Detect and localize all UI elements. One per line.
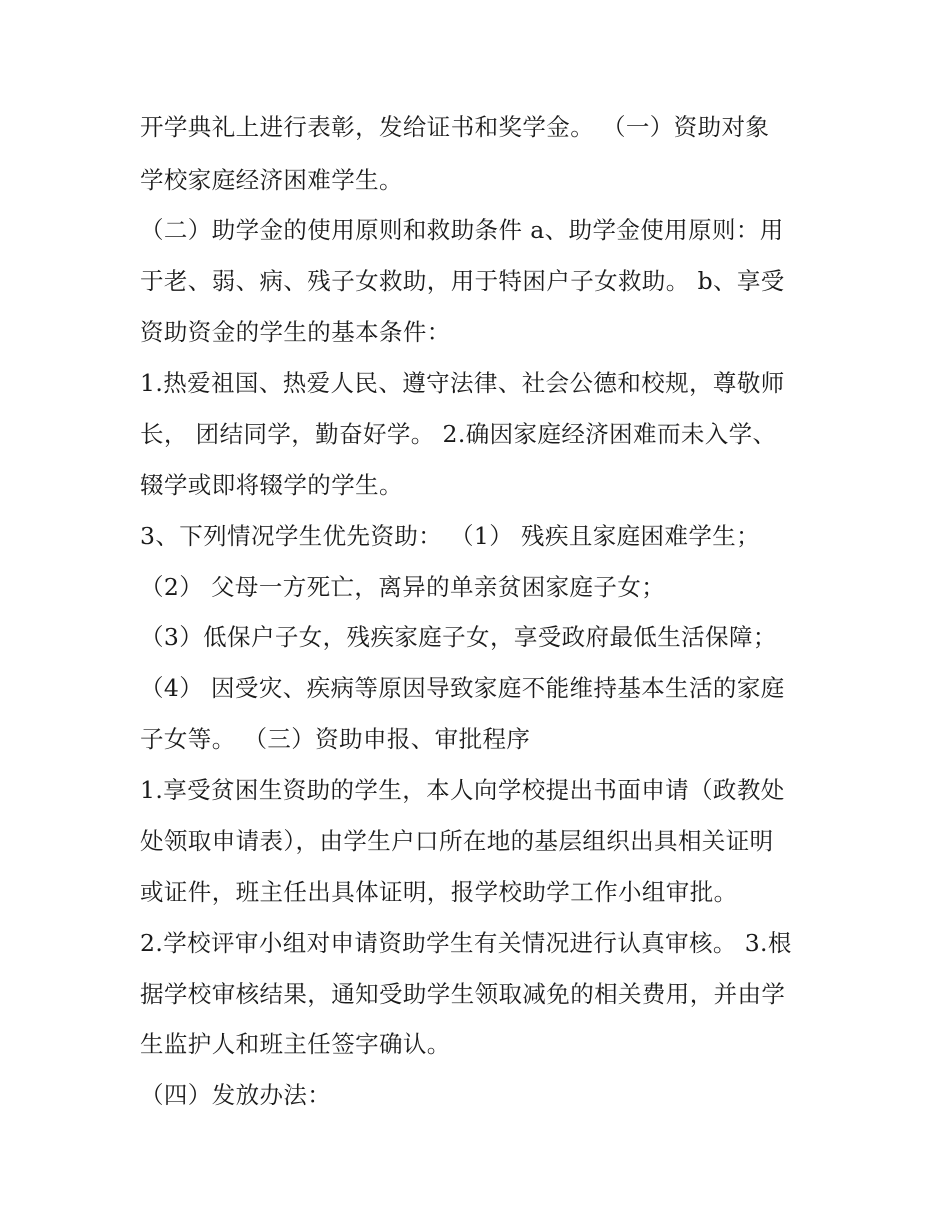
text-line: 处领取申请表），由学生户口所在地的基层组织出具相关证明	[140, 827, 774, 855]
text-line: （2） 父母一方死亡，离异的单亲贫困家庭子女；	[140, 573, 666, 601]
text-line: 学校家庭经济困难学生。	[140, 166, 403, 194]
text-line: 开学典礼上进行表彰，发给证书和奖学金。 （一）资助对象	[140, 113, 770, 141]
text-line: （4） 因受灾、疾病等原因导致家庭不能维持基本生活的家庭	[140, 674, 785, 702]
text-line: 3、下列情况学生优先资助： （1） 残疾且家庭困难学生；	[140, 522, 761, 550]
text-line: 资助资金的学生的基本条件：	[140, 318, 451, 346]
text-line: （3）低保户子女，残疾家庭子女，享受政府最低生活保障；	[140, 623, 777, 651]
text-line: 2.学校评审小组对申请资助学生有关情况进行认真审核。 3.根	[140, 929, 792, 957]
text-line: 据学校审核结果，通知受助学生领取减免的相关费用，并由学	[140, 980, 786, 1008]
text-line: （四）发放办法：	[140, 1081, 332, 1109]
text-line: 子女等。 （三）资助申报、审批程序	[140, 725, 531, 753]
text-line: 或证件，班主任出具体证明，报学校助学工作小组审批。	[140, 878, 738, 906]
text-line: 于老、弱、病、残子女救助，用于特困户子女救助。 b、享受	[140, 267, 785, 295]
text-line: 长， 团结同学，勤奋好学。 2.确因家庭经济困难而未入学、	[140, 420, 777, 448]
text-line: 生监护人和班主任签字确认。	[140, 1030, 451, 1058]
text-line: 辍学或即将辍学的学生。	[140, 471, 403, 499]
text-line: 1.享受贫困生资助的学生，本人向学校提出书面申请（政教处	[140, 776, 785, 804]
text-line: 1.热爱祖国、热爱人民、遵守法律、社会公德和校规，尊敬师	[140, 369, 785, 397]
text-line: （二）助学金的使用原则和救助条件 a、助学金使用原则：用	[140, 216, 784, 244]
